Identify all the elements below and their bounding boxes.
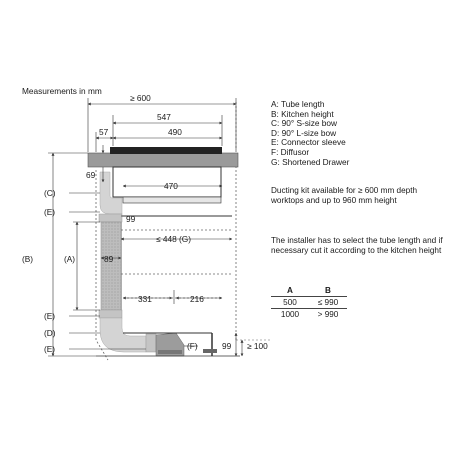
table-cell: > 990 [317,310,339,319]
diffusor-grille [158,350,182,354]
table-row [271,297,347,309]
legend-item: E: Connector sleeve [271,137,346,148]
legend-item: C: 90° S-size bow [271,118,338,129]
label-a: (A) [64,254,76,264]
hob-fan-housing [123,197,221,203]
connector-sleeve-mid [99,310,122,318]
label-d: (D) [44,328,56,338]
ducting-note: Ducting kit available for ≥ 600 mm depth worktops and up to 960 mm height [271,186,418,205]
label-b: (B) [22,254,34,264]
connector-sleeve-bottom [146,334,156,352]
hob [110,147,222,154]
dim-89: 89 [104,254,114,264]
table-cell: 500 [271,297,309,309]
worktop [88,153,238,167]
label-e-mid: (E) [44,311,56,321]
table-cell: 1000 [280,310,300,319]
legend-item: D: 90° L-size bow [271,127,337,138]
connector-sleeve-top [99,214,122,222]
label-c: (C) [44,188,56,198]
tube-length-table [271,285,347,320]
table-row [271,309,347,321]
legend-item: B: Kitchen height [271,108,334,119]
legend-item: A: Tube length [271,99,325,109]
table-header-b: B [309,285,347,297]
tube-a [101,222,121,310]
dim-547: 547 [157,112,171,122]
dim-99-bottom: 99 [222,341,232,351]
dim-490: 490 [168,127,182,137]
legend-item: F: Diffusor [271,146,310,157]
dim-69: 69 [86,170,96,180]
label-e-bottom: (E) [44,344,56,354]
dim-448: ≤ 448 (G) [156,234,191,244]
label-f: (F) [187,341,198,351]
duct-bow-d [100,318,146,352]
legend [271,100,349,167]
table-cell: ≤ 990 [309,297,347,309]
dim-331: 331 [138,294,152,304]
dim-600: ≥ 600 [130,93,151,103]
dim-100: ≥ 100 [247,341,268,351]
dim-99-top: 99 [126,214,136,224]
dim-57: 57 [99,127,109,137]
installer-note: The installer has to select the tube length and if necessary cut it according to the kitchen height [271,236,443,255]
label-e-top: (E) [44,207,56,217]
dim-216: 216 [190,294,204,304]
dim-470: 470 [164,181,178,191]
shortened-drawer [121,216,232,325]
legend-item: G: Shortened Drawer [271,156,350,167]
dimension-lines [48,98,242,356]
table-header-a: A [271,285,309,297]
measurements-caption: Measurements in mm [22,86,102,96]
